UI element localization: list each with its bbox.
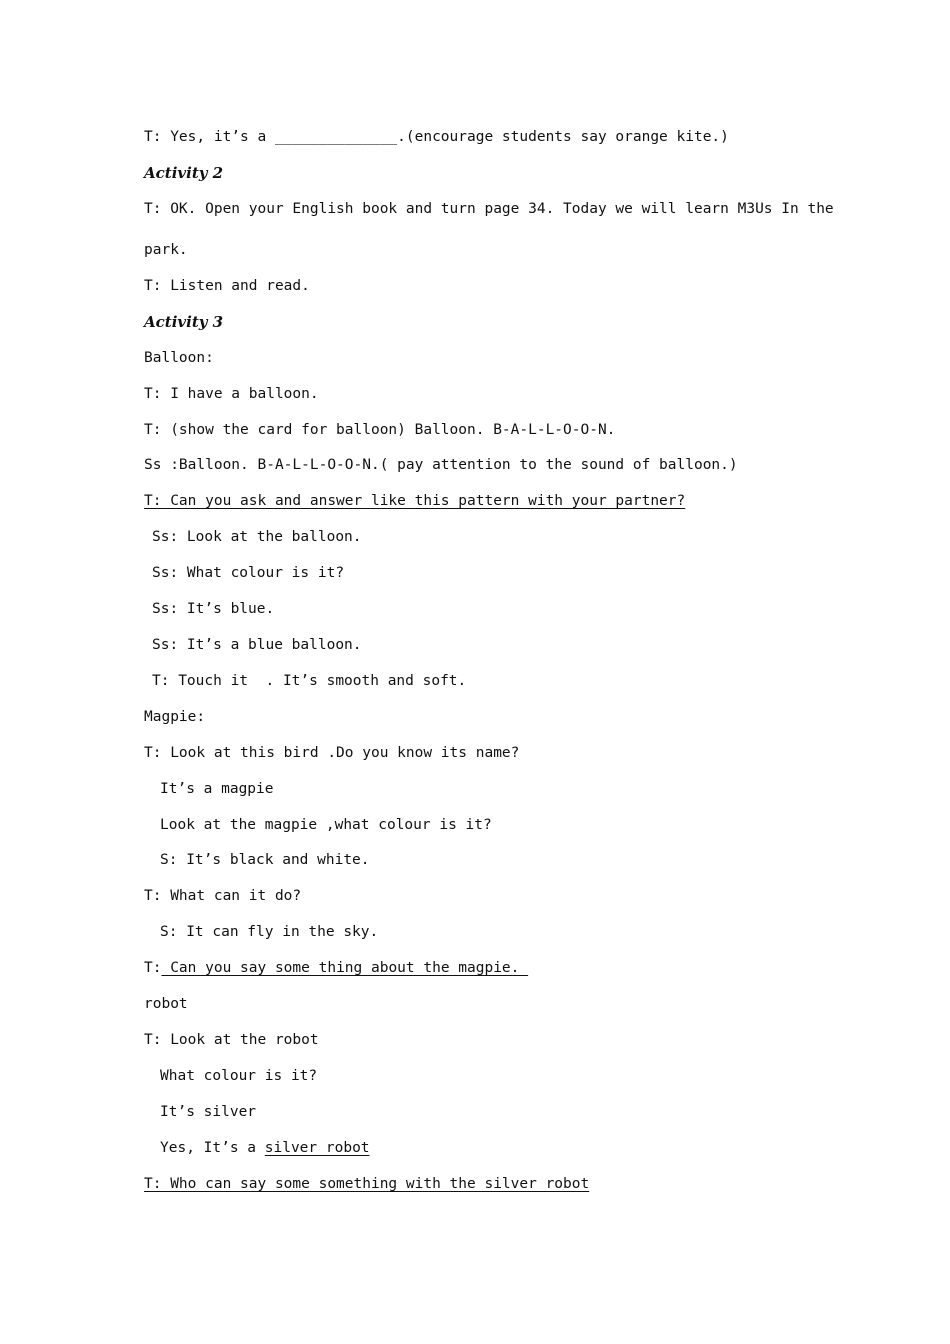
text-line xyxy=(144,958,528,978)
line-prefix: T: xyxy=(144,960,162,976)
text-line: Ss: It’s blue. xyxy=(152,601,275,617)
text-line: What colour is it? xyxy=(160,1068,318,1084)
underlined-prompt: T: Who can say some something with the silver robot xyxy=(144,1176,590,1192)
text-line xyxy=(160,1138,370,1158)
text-line: Look at the magpie ,what colour is it? xyxy=(160,817,492,833)
text-line: park. xyxy=(144,242,188,258)
text-line: Balloon: xyxy=(144,350,214,366)
text-line: Ss: It’s a blue balloon. xyxy=(152,637,362,653)
text-line: T: Look at the robot xyxy=(144,1032,319,1048)
activity-heading: Activity 3 xyxy=(144,313,224,331)
text-line: robot xyxy=(144,996,188,1012)
text-line: T: Touch it . It’s smooth and soft. xyxy=(152,673,467,689)
text-line: T: (show the card for balloon) Balloon. B-A-L-L-O-O-N. xyxy=(144,422,616,438)
activity-heading: Activity 2 xyxy=(144,164,224,182)
text-line: Ss :Balloon. B-A-L-L-O-O-N.( pay attention to the sound of balloon.) xyxy=(144,457,738,473)
text-line: T: OK. Open your English book and turn page 34. Today we will learn M3Us In the xyxy=(144,201,834,217)
text-line: T: I have a balloon. xyxy=(144,386,319,402)
underlined-prompt: T: Can you ask and answer like this pattern with your partner? xyxy=(144,493,686,509)
text-line: S: It can fly in the sky. xyxy=(160,924,379,940)
line-prefix: Yes, It’s a xyxy=(160,1140,265,1156)
underlined-prompt: Can you say some thing about the magpie. xyxy=(161,960,529,976)
text-line: S: It’s black and white. xyxy=(160,852,370,868)
text-line: Ss: What colour is it? xyxy=(152,565,345,581)
text-line: T: Yes, it’s a ______________.(encourage students say orange kite.) xyxy=(144,129,729,145)
text-line: It’s a magpie xyxy=(160,781,274,797)
text-line: It’s silver xyxy=(160,1104,257,1120)
text-line: T: Listen and read. xyxy=(144,278,310,294)
text-line: Magpie: xyxy=(144,709,206,725)
underlined-phrase: silver robot xyxy=(264,1140,370,1156)
text-line: T: Look at this bird .Do you know its name? xyxy=(144,745,520,761)
text-line: T: What can it do? xyxy=(144,888,302,904)
text-line: Ss: Look at the balloon. xyxy=(152,529,362,545)
